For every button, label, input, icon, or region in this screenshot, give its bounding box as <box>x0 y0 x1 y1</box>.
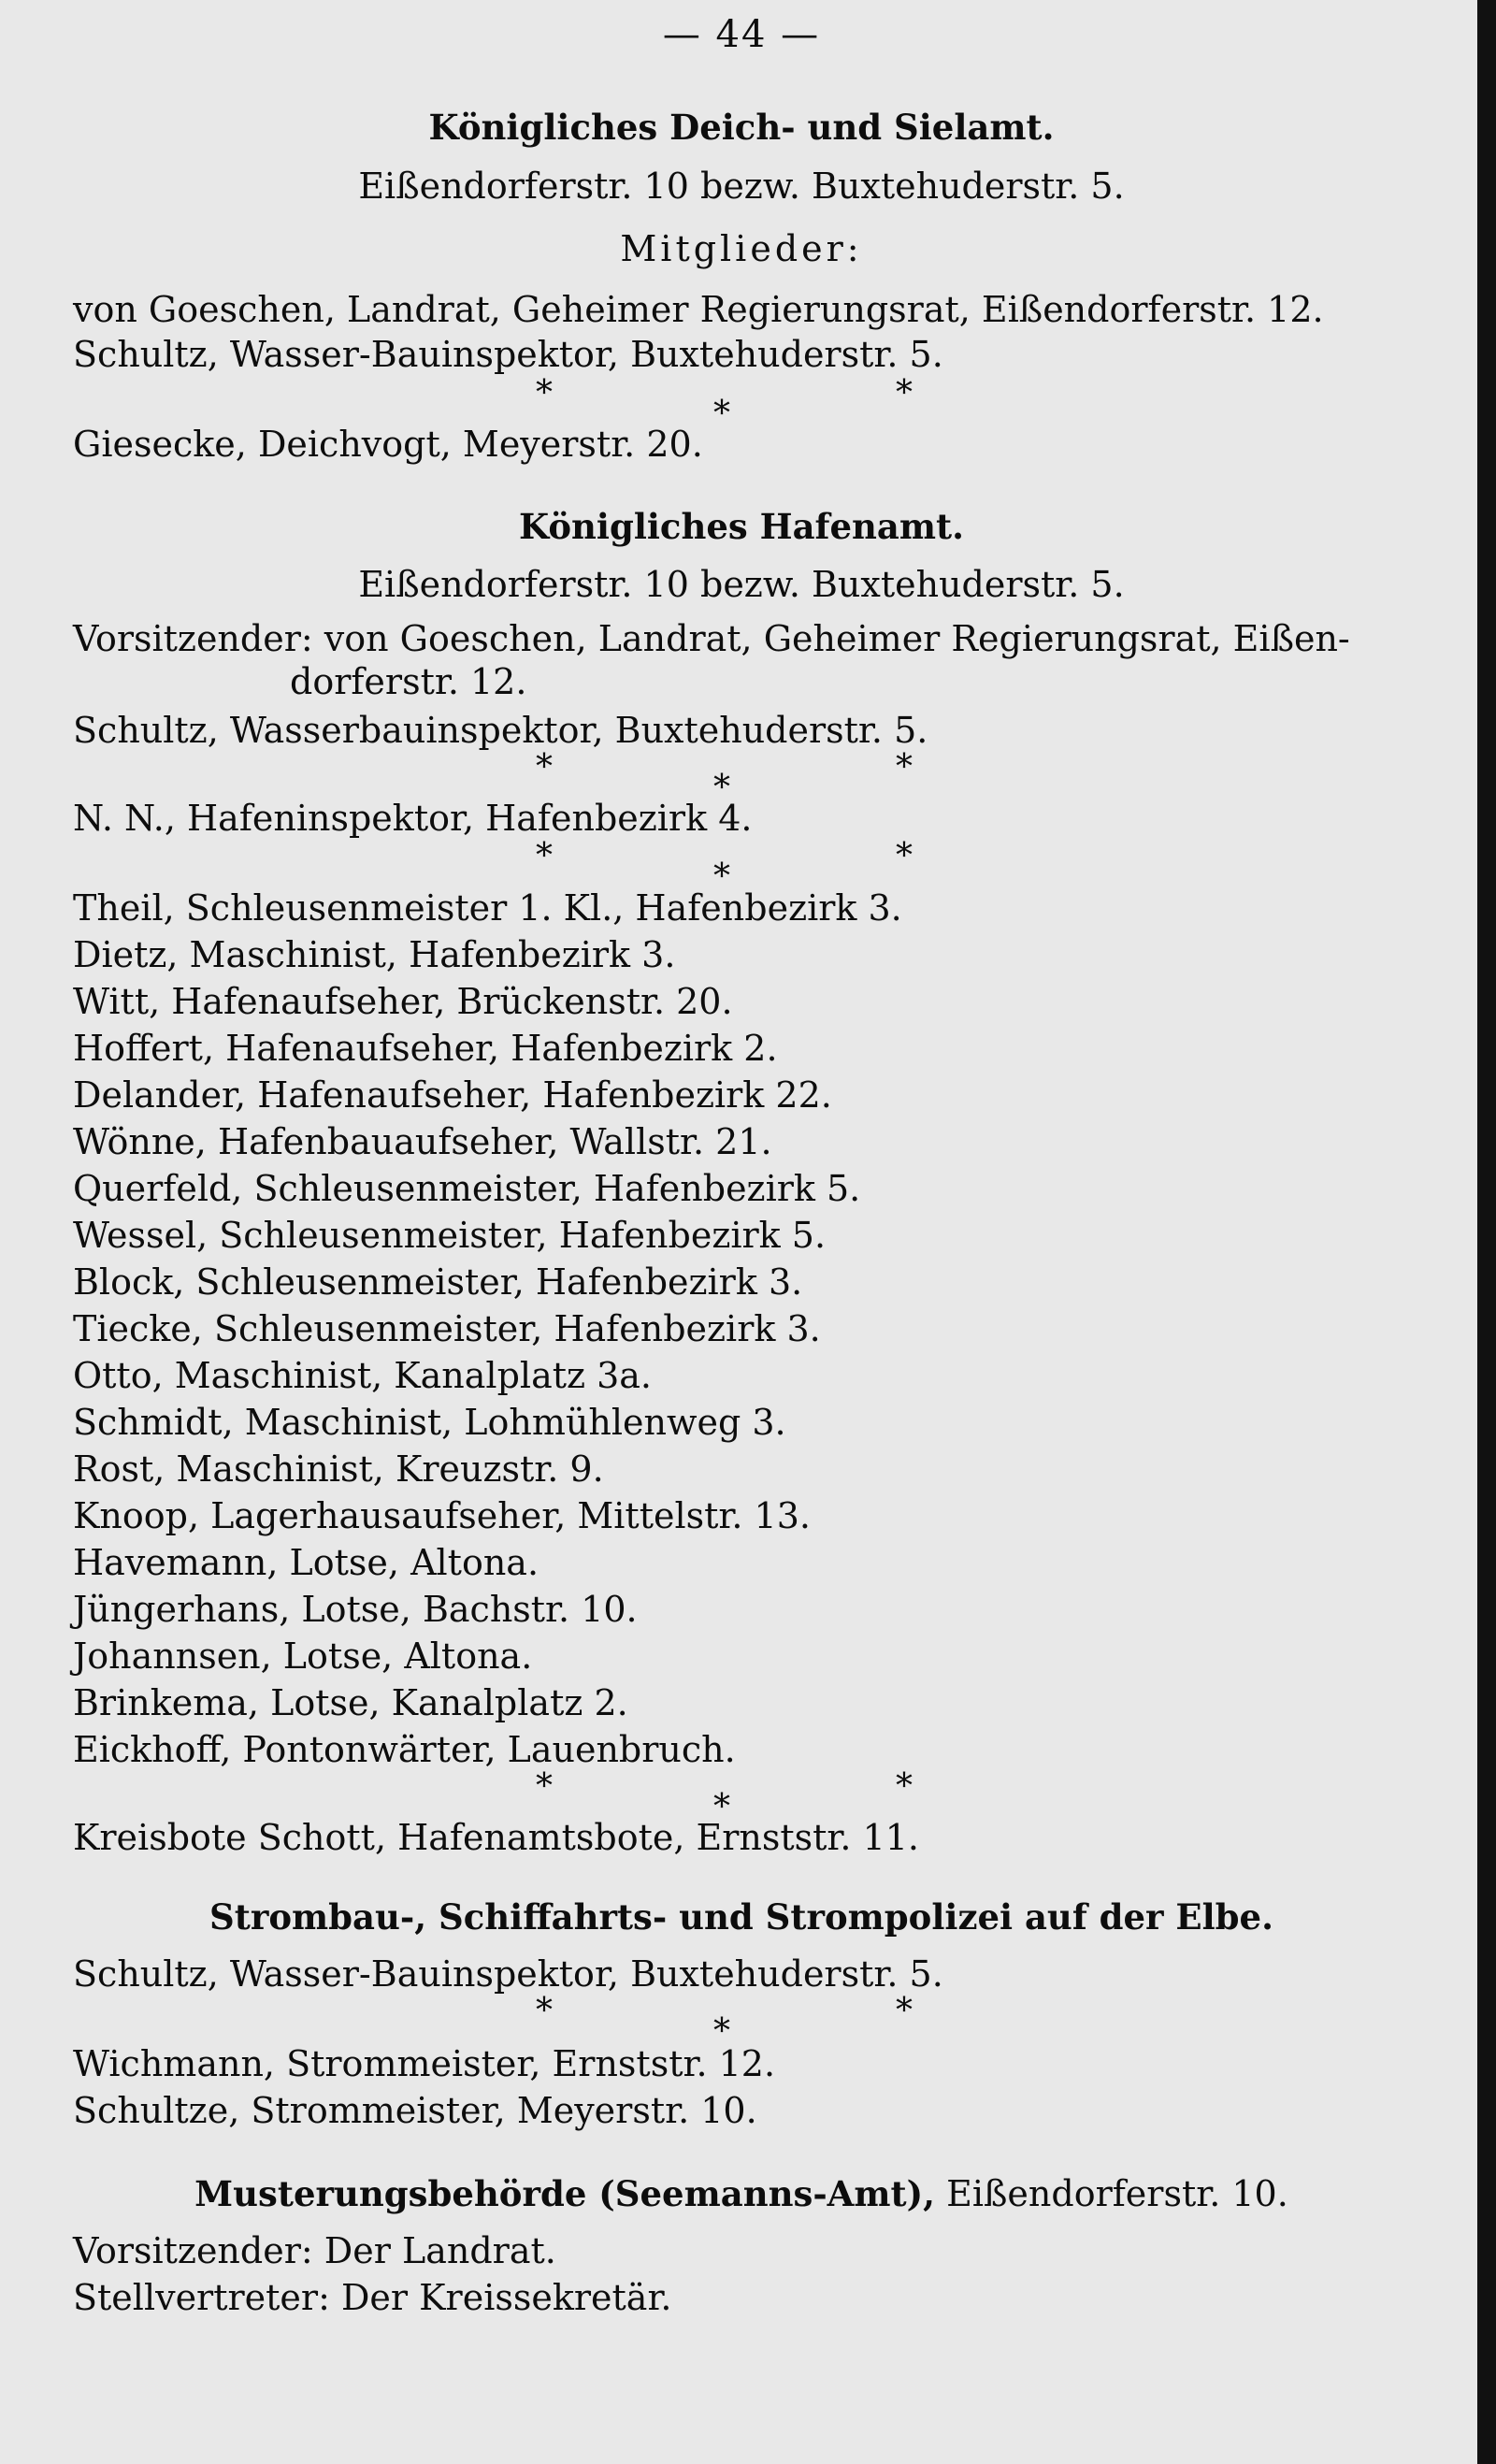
staff-line: N. N., Hafeninspektor, Hafenbezirk 4. <box>73 798 753 839</box>
staff-line: Wönne, Hafenbauaufseher, Wallstr. 21. <box>73 1121 772 1162</box>
star-separator <box>73 837 1410 896</box>
star: * <box>536 374 553 412</box>
members-heading: Mitglieder: <box>620 228 863 269</box>
member-line: Schultz, Wasser-Bauinspektor, Buxtehuderstr. 5. <box>73 334 943 375</box>
section-address-hafenamt: Eißendorferstr. 10 bezw. Buxtehuderstr. 5. <box>358 564 1125 605</box>
staff-line: Knoop, Lagerhausaufseher, Mittelstr. 13. <box>73 1495 811 1536</box>
staff-line: Johannsen, Lotse, Altona. <box>73 1635 533 1677</box>
staff-line: Jüngerhans, Lotse, Bachstr. 10. <box>73 1589 638 1630</box>
section-title-deichamt: Königliches Deich- und Sielamt. <box>428 107 1055 148</box>
member-line: Giesecke, Deichvogt, Meyerstr. 20. <box>73 424 703 465</box>
staff-line: Hoffert, Hafenaufseher, Hafenbezirk 2. <box>73 1028 778 1069</box>
star-separator <box>73 374 1410 433</box>
staff-line: Schultz, Wasserbauinspektor, Buxtehuderstr. 5. <box>73 710 928 751</box>
staff-line: Block, Schleusenmeister, Hafenbezirk 3. <box>73 1261 803 1303</box>
star: * <box>896 1992 913 2030</box>
staff-line: Eickhoff, Pontonwärter, Lauenbruch. <box>73 1729 736 1770</box>
staff-line: Delander, Hafenaufseher, Hafenbezirk 22. <box>73 1074 832 1116</box>
star: * <box>713 1788 730 1826</box>
page-number: — 44 — <box>662 13 821 56</box>
staff-line: Vorsitzender: Der Landrat. <box>73 2230 556 2271</box>
star: * <box>713 395 730 433</box>
page-edge <box>1477 0 1496 2464</box>
staff-line: Witt, Hafenaufseher, Brückenstr. 20. <box>73 981 733 1022</box>
section-title-musterung <box>73 2173 1410 2214</box>
staff-line: Brinkema, Lotse, Kanalplatz 2. <box>73 1682 628 1723</box>
section-title-text: Musterungsbehörde (Seemanns-Amt), <box>194 2173 936 2214</box>
staff-line: Havemann, Lotse, Altona. <box>73 1542 539 1583</box>
chair-line: Vorsitzender: von Goeschen, Landrat, Geheimer Regierungsrat, Eißen- <box>73 618 1350 659</box>
staff-line: Wichmann, Strommeister, Ernststr. 12. <box>73 2043 776 2084</box>
chair-line-continued: dorferstr. 12. <box>290 661 527 702</box>
staff-line: Dietz, Maschinist, Hafenbezirk 3. <box>73 934 676 975</box>
star: * <box>536 748 553 786</box>
section-title-hafenamt: Königliches Hafenamt. <box>518 506 965 547</box>
star: * <box>536 1767 553 1806</box>
star: * <box>713 857 730 896</box>
star: * <box>896 374 913 412</box>
staff-line: Tiecke, Schleusenmeister, Hafenbezirk 3. <box>73 1308 821 1349</box>
star: * <box>713 2012 730 2051</box>
staff-line: Schmidt, Maschinist, Lohmühlenweg 3. <box>73 1402 786 1443</box>
section-address-deichamt: Eißendorferstr. 10 bezw. Buxtehuderstr. 5. <box>358 166 1125 207</box>
staff-line: Querfeld, Schleusenmeister, Hafenbezirk 5. <box>73 1168 861 1209</box>
star: * <box>536 1992 553 2030</box>
star: * <box>896 748 913 786</box>
star-separator <box>73 748 1410 807</box>
star-separator <box>73 1767 1410 1826</box>
star-separator <box>73 1992 1410 2051</box>
star: * <box>536 837 553 875</box>
section-title-address: Eißendorferstr. 10. <box>946 2173 1288 2214</box>
section-title-strombau: Strombau-, Schiffahrts- und Strompolizei auf der Elbe. <box>209 1896 1273 1938</box>
staff-line: Wessel, Schleusenmeister, Hafenbezirk 5. <box>73 1215 827 1256</box>
staff-line: Stellvertreter: Der Kreissekretär. <box>73 2277 672 2318</box>
star: * <box>896 1767 913 1806</box>
star: * <box>713 769 730 807</box>
staff-line: Schultze, Strommeister, Meyerstr. 10. <box>73 2090 757 2131</box>
staff-line: Rost, Maschinist, Kreuzstr. 9. <box>73 1448 604 1490</box>
staff-line: Kreisbote Schott, Hafenamtsbote, Ernststr. 11. <box>73 1817 920 1858</box>
staff-line: Schultz, Wasser-Bauinspektor, Buxtehuderstr. 5. <box>73 1953 943 1995</box>
member-line: von Goeschen, Landrat, Geheimer Regierungsrat, Eißendorferstr. 12. <box>73 289 1324 330</box>
staff-line: Otto, Maschinist, Kanalplatz 3a. <box>73 1355 653 1396</box>
star: * <box>896 837 913 875</box>
staff-line: Theil, Schleusenmeister 1. Kl., Hafenbezirk 3. <box>73 887 902 929</box>
